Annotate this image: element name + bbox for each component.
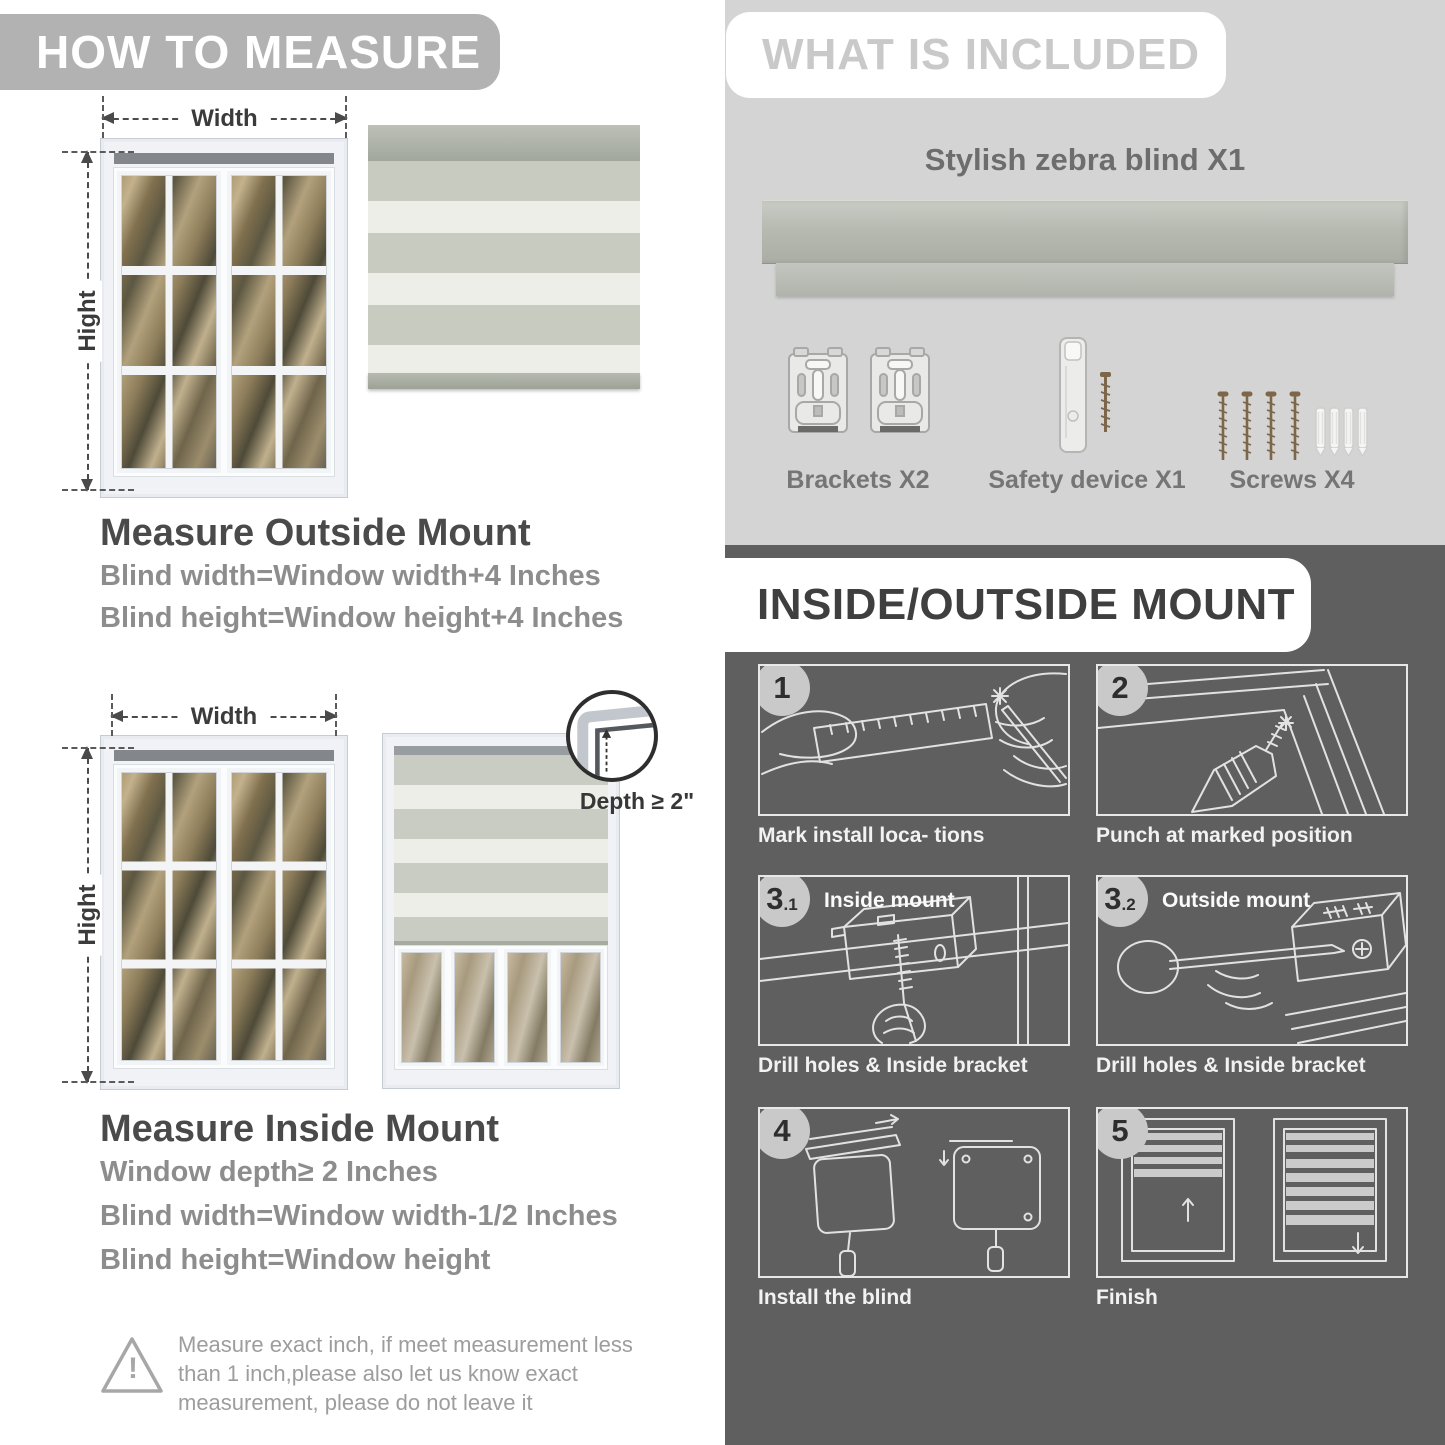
step-1-panel [758, 664, 1070, 816]
step-2-panel [1096, 664, 1408, 816]
step-4-panel [758, 1107, 1070, 1278]
brackets-photo [786, 346, 932, 440]
width-arrow-outside [103, 105, 346, 132]
how-to-measure-header [0, 14, 500, 90]
safety-device-photo [1056, 336, 1120, 458]
width-arrow-inside [112, 703, 336, 730]
outside-mount-title: Measure Outside Mount [100, 512, 531, 554]
outside-height-formula: Blind height=Window height+4 Inches [100, 602, 624, 634]
window-head-strip [114, 153, 334, 164]
step-3-1-panel [758, 875, 1070, 1046]
step-number: 3 [1104, 881, 1122, 916]
inside-depth-formula: Window depth≥ 2 Inches [100, 1156, 438, 1188]
window-sash-right [227, 768, 331, 1065]
mount-header [725, 558, 1311, 652]
step-3-1-title: Inside mount [824, 889, 955, 912]
mount-title: INSIDE/OUTSIDE MOUNT [757, 580, 1296, 629]
width-tick-right [335, 694, 337, 736]
width-tick-left [111, 694, 113, 736]
screws-label: Screws X4 [1229, 466, 1355, 494]
height-tick-bottom [62, 1081, 134, 1083]
blind-head-rail [368, 125, 640, 161]
step-number: 5 [1111, 1113, 1129, 1148]
inside-height-formula: Blind height=Window height [100, 1244, 491, 1276]
height-arrow-outside [74, 152, 101, 490]
warning-text-line2: than 1 inch,please also let us know exact [178, 1361, 578, 1386]
what-is-included-title: WHAT IS INCLUDED [762, 30, 1201, 79]
step-number: 2 [1111, 670, 1129, 705]
brackets-label: Brackets X2 [786, 466, 930, 494]
warning-text-line3: measurement, please do not leave it [178, 1390, 533, 1415]
depth-requirement-label: Depth ≥ 2" [579, 788, 695, 814]
warning-text-line1: Measure exact inch, if meet measurement less [178, 1332, 633, 1357]
screw-icon [1100, 372, 1111, 432]
blind-bottom-rail [368, 373, 640, 389]
window-sash-left [117, 171, 221, 473]
window-pane [451, 949, 498, 1066]
blind-striped-fabric [368, 161, 640, 373]
window-lower-panes [394, 945, 608, 1070]
height-label: Hight [74, 874, 102, 955]
product-label: Stylish zebra blind X1 [924, 142, 1246, 177]
width-tick-right [345, 96, 347, 138]
window-sash-left [117, 768, 221, 1065]
step-subnumber: .1 [783, 895, 798, 914]
safety-device-label: Safety device X1 [988, 466, 1186, 494]
window-pane [557, 949, 604, 1066]
step-1-caption: Mark install loca- tions [758, 824, 985, 847]
inside-width-formula: Blind width=Window width-1/2 Inches [100, 1200, 618, 1232]
screws-and-anchors-photo [1216, 390, 1368, 470]
height-tick-top [62, 747, 134, 749]
width-label: Width [179, 105, 269, 133]
step-2-caption: Punch at marked position [1096, 824, 1353, 847]
window-sashes [113, 764, 335, 1069]
inside-mount-title: Measure Inside Mount [100, 1108, 500, 1150]
head-rail-lower-tier [776, 263, 1394, 296]
step-4-caption: Install the blind [758, 1286, 913, 1309]
how-to-measure-title: HOW TO MEASURE [36, 26, 482, 78]
step-3-2-panel [1096, 875, 1408, 1046]
height-label: Hight [74, 280, 102, 361]
window-head-strip [114, 750, 334, 761]
window-sash-right [227, 171, 331, 473]
head-rail-photo [762, 200, 1408, 263]
what-is-included-header [726, 12, 1226, 98]
step-number: 1 [773, 670, 791, 705]
height-arrow-inside [74, 748, 101, 1082]
depth-detail-callout [566, 690, 658, 782]
warning-exclamation: ! [128, 1352, 138, 1385]
step-subnumber: .2 [1121, 895, 1136, 914]
window-corner-detail-icon [570, 694, 654, 778]
step-3-1-caption: Drill holes & Inside bracket [758, 1054, 1028, 1077]
step-number: 3 [766, 881, 784, 916]
width-label: Width [179, 703, 269, 731]
blind-striped-fabric [394, 755, 608, 945]
width-tick-left [102, 96, 104, 138]
outside-width-formula: Blind width=Window width+4 Inches [100, 560, 601, 592]
window-with-blind-photo [382, 733, 620, 1089]
step-3-2-title: Outside mount [1162, 889, 1311, 912]
window-photo-outside-mount [100, 138, 348, 498]
window-sashes [113, 167, 335, 477]
step-5-caption: Finish [1096, 1286, 1158, 1309]
step-number: 4 [773, 1113, 791, 1148]
window-pane [504, 949, 551, 1066]
window-photo-inside-mount [100, 735, 348, 1090]
height-tick-top [62, 151, 134, 153]
step-5-panel [1096, 1107, 1408, 1278]
zebra-blind-photo [368, 125, 640, 389]
height-tick-bottom [62, 489, 134, 491]
step-3-2-caption: Drill holes & Inside bracket [1096, 1054, 1366, 1077]
window-pane [398, 949, 445, 1066]
